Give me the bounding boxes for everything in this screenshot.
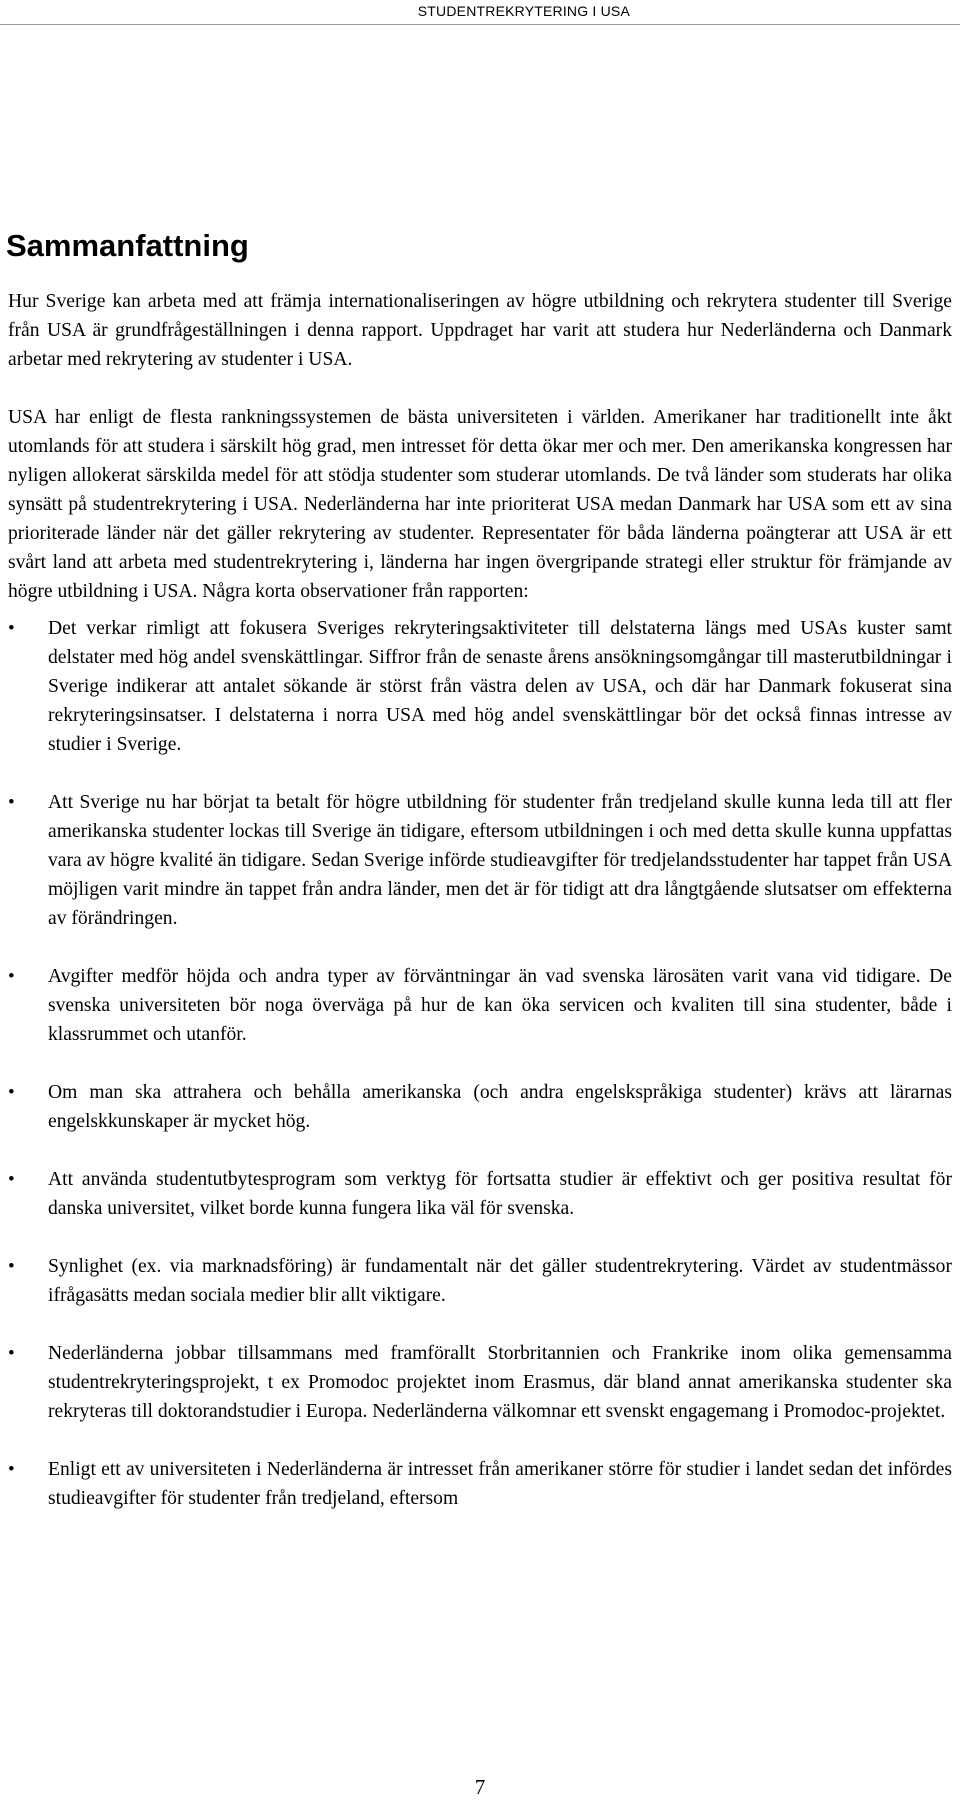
bullet-icon: •: [8, 1343, 15, 1364]
section-title: Sammanfattning: [6, 228, 249, 263]
list-item: [8, 1165, 952, 1223]
list-item: [8, 1455, 952, 1513]
bullet-icon: •: [8, 1082, 15, 1103]
bullet-icon: •: [8, 1169, 15, 1190]
list-item-text: Avgifter medför höjda och andra typer av förväntningar än vad svenska lärosäten varit vana vid tidigare. De svenska universiteten bör noga överväga på hur de kan öka servicen och kvaliten till sina studenter, både i klassrummet och utanför.: [48, 966, 952, 1045]
list-item-text: Nederländerna jobbar tillsammans med framförallt Storbritannien och Frankrike inom olika gemensamma studentrekryteringsprojekt, t ex Promodoc projektet inom Erasmus, där bland annat amerikanska studenter ska rekryteras till doktorandstudier i Europa. Nederländerna välkomnar ett svenskt engagemang i Promodoc-projektet.: [48, 1343, 952, 1422]
bullet-icon: •: [8, 1256, 15, 1277]
header-divider: [0, 24, 960, 25]
bullet-icon: •: [8, 792, 15, 813]
list-item: [8, 1339, 952, 1426]
bullet-icon: •: [8, 618, 15, 639]
list-item-text: Att använda studentutbytesprogram som verktyg för fortsatta studier är effektivt och ger positiva resultat för danska universitet, vilket borde kunna fungera lika väl för svenska.: [48, 1169, 952, 1219]
summary-paragraph: USA har enligt de flesta rankningssystemen de bästa universiteten i världen. Amerikaner har traditionellt inte åkt utomlands för att studera i särskilt hög grad, men intresset för detta ökar mer och mer. Den amerikanska kongressen har nyligen allokerat särskilda medel för att stödja studenter som studerar utomlands. De två länder som studerats har olika synsätt på studentrekrytering i USA. Nederländerna har inte prioriterat USA medan Danmark har USA som ett av sina prioriterade länder när det gäller rekrytering av studenter. Representater för båda länderna poängterar att USA är ett svårt land att arbeta med studentrekrytering i, länderna har ingen övergripande strategi eller struktur för främjande av högre utbildning i USA. Några korta observationer från rapporten:: [8, 407, 952, 602]
list-item-text: Synlighet (ex. via marknadsföring) är fundamentalt när det gäller studentrekrytering. Värdet av studentmässor ifrågasätts medan sociala medier blir allt viktigare.: [48, 1256, 952, 1306]
bullet-icon: •: [8, 966, 15, 987]
list-item: [8, 1078, 952, 1136]
list-item: [8, 962, 952, 1049]
bullet-icon: •: [8, 1459, 15, 1480]
list-item-text: Det verkar rimligt att fokusera Sveriges rekryteringsaktiviteter till delstaterna längs med USAs kuster samt delstater med hög andel svenskättlingar. Siffror från de senaste årens ansökningsomgångar till masterutbildningar i Sverige indikerar att antalet sökande är störst från västra delen av USA, och där har Danmark fokuserat sina rekryteringsinsatser. I delstaterna i norra USA med hög andel svenskättlingar bör det också finnas intresse av studier i Sverige.: [48, 618, 952, 755]
observations-list: [8, 614, 952, 1513]
list-item-text: Att Sverige nu har börjat ta betalt för högre utbildning för studenter från tredjeland skulle kunna leda till att fler amerikanska studenter lockas till Sverige än tidigare, eftersom utbildningen i och med detta skulle kunna uppfattas vara av högre kvalité än tidigare. Sedan Sverige införde studieavgifter för tredjelandsstudenter har tappet från USA möjligen varit mindre än tappet från andra länder, men det är för tidigt att dra långtgående slutsatser om effekterna av förändringen.: [48, 792, 952, 929]
page-number: 7: [474, 1775, 486, 1799]
running-header: STUDENTREKRYTERING I USA: [417, 3, 630, 19]
document-body: [8, 287, 952, 1542]
list-item: [8, 1252, 952, 1310]
list-item: [8, 614, 952, 759]
list-item-text: Enligt ett av universiteten i Nederländerna är intresset från amerikaner större för studier i landet sedan det infördes studieavgifter för studenter från tredjeland, eftersom: [48, 1459, 952, 1509]
list-item: [8, 788, 952, 933]
intro-paragraph: Hur Sverige kan arbeta med att främja internationaliseringen av högre utbildning och rekrytera studenter till Sverige från USA är grundfrågeställningen i denna rapport. Uppdraget har varit att studera hur Nederländerna och Danmark arbetar med rekrytering av studenter i USA.: [8, 291, 952, 370]
list-item-text: Om man ska attrahera och behålla amerikanska (och andra engelskspråkiga studenter) krävs att lärarnas engelskkunskaper är mycket hög.: [48, 1082, 952, 1132]
